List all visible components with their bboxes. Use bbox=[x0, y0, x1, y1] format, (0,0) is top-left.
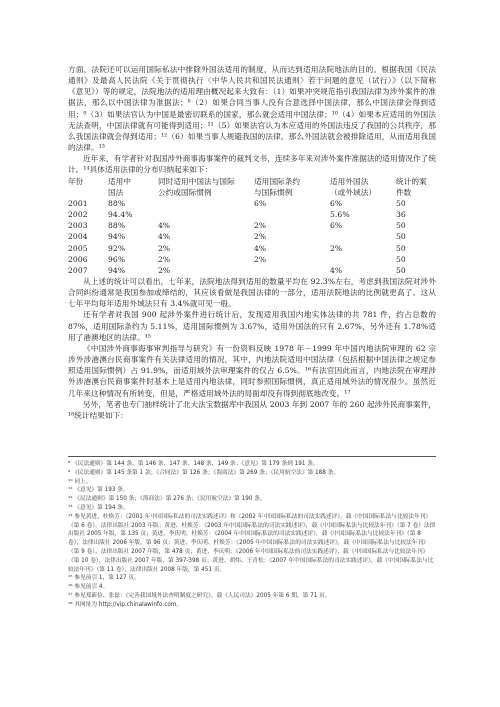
cell: 36 bbox=[396, 210, 406, 220]
cell: 94.4% bbox=[108, 210, 133, 220]
paragraph-4: 还有学者对我国 900 起涉外案件进行统计后，发现适用我国内地实体法律的共 781 件，约占总数的 87%，适用国际条约为 5.11%，适用国际惯例为 3.67%，适用外国法的只有 2.67%，另外还有 1.78%适用了港澳地区的法律。¹⁵ bbox=[68, 310, 436, 342]
table-row bbox=[68, 254, 436, 265]
footnote-18: ¹⁸ 其网址为 http://vip.chinalawinfo.com。 bbox=[68, 601, 183, 608]
cell: 2% bbox=[158, 265, 171, 275]
footnote-10: ¹⁰ 同上。 bbox=[68, 478, 92, 485]
cell: 2004 bbox=[68, 232, 88, 242]
footnote-12: ¹² 《民法通则》第 150 条；《海商法》第 276 条；《民用航空法》第 190 条。 bbox=[68, 496, 266, 503]
paragraph-6: 另外，笔者也专门抽样统计了北大法宝数据库中我国从 2003 年到 2007 年的 260 起涉外民商事案件，¹⁸统计结果如下： bbox=[68, 399, 436, 420]
cell: 2005 bbox=[68, 243, 88, 253]
footnote-8: ⁸ 《民法通则》第 144 条、第 146 条、147 条、148 条、149 条；《意见》第 179 条到 191 条。 bbox=[68, 461, 319, 467]
table-row bbox=[68, 220, 436, 231]
cell: 4% bbox=[158, 232, 171, 242]
cell: 4% bbox=[254, 243, 267, 253]
cell bbox=[330, 254, 396, 265]
cell: 2001 bbox=[68, 198, 88, 208]
footnote-13: ¹³ 《意见》第 194 条。 bbox=[68, 504, 129, 511]
cell: 88% bbox=[108, 198, 126, 208]
cell: 94% bbox=[108, 265, 126, 275]
statistics-table bbox=[68, 176, 436, 276]
table-header bbox=[68, 176, 436, 198]
cell: 88% bbox=[108, 221, 126, 231]
cell: 2006 bbox=[68, 254, 88, 264]
header-case-count: 统计的案 件数 bbox=[396, 176, 427, 197]
cell: 2% bbox=[254, 254, 267, 264]
cell bbox=[158, 198, 254, 209]
footnote-11: ¹¹ 《意见》第 193 条。 bbox=[68, 487, 129, 494]
cell: 50 bbox=[396, 265, 406, 275]
header-both: 同时适用中国法与国际 公约或国际惯例 bbox=[158, 176, 235, 197]
footnote-17: ¹⁷ 参见郑新俭、张磊：《完善我国域外法查明制度之研究》，载《人民司法》2005 年第 6 期，第 71 页。 bbox=[68, 592, 331, 599]
cell: 50 bbox=[396, 198, 406, 208]
cell: 2% bbox=[254, 221, 267, 231]
cell: 50 bbox=[396, 232, 406, 242]
footnote-15: ¹⁵ 参见前引 1，第 127 页。 bbox=[68, 575, 140, 582]
header-foreign-law: 适用外国法 （或外域法） bbox=[330, 176, 377, 197]
paragraph-5: 《中国涉外商事海事审判指导与研究》有一份资料反映 1978 年－1999 年中国内地法院审理的 62 宗涉外涉港澳台民商事案件有关法律适用的情况，其中，内地法院适用中国法律（包括根据中国法律之规定参照适用国际惯例）占 91.9%，而适用域外法审理案件的仅占 6.5%。¹⁶有法官因此而言，内地法院在审理涉外涉港澳台民商事案件时基本上是适用内地法律，同时参照国际惯例，真正适用域外法的情况很少。虽然近几年来这种情况有所转变，但是，严格适用域外法的局面却没有得到彻底地改变。¹⁷ bbox=[68, 343, 436, 398]
cell bbox=[254, 209, 330, 220]
cell: 6% bbox=[330, 221, 343, 231]
cell: 2% bbox=[254, 232, 267, 242]
cell: 6% bbox=[254, 198, 267, 208]
footnotes bbox=[68, 456, 436, 610]
footnote-16: ¹⁶ 参见前引 4。 bbox=[68, 584, 109, 591]
paragraph-3: 从上述的统计可以看出，七年来，法院地法得到适用的数量平均在 92.3%左右，考虑到我国法院对涉外合同纠纷通常是我国参加或缔结的，其应该看做是我国法律的一部分，适用法院地法的比例就更高了。这从七年平均每年适用外域法只有 3.4%就可见一般。 bbox=[68, 276, 436, 309]
cell: 50 bbox=[396, 221, 406, 231]
header-chinese-law: 适用中 国法 bbox=[108, 176, 132, 197]
table-row bbox=[68, 231, 436, 242]
cell: 2% bbox=[158, 254, 171, 264]
cell bbox=[254, 265, 330, 276]
document-body bbox=[68, 64, 436, 421]
cell: 6% bbox=[330, 198, 343, 208]
cell: 50 bbox=[396, 254, 406, 264]
cell: 2% bbox=[158, 243, 171, 253]
cell: 4% bbox=[330, 265, 343, 275]
cell: 94% bbox=[108, 232, 126, 242]
cell: 2002 bbox=[68, 210, 88, 220]
cell: 5.6% bbox=[330, 210, 350, 220]
cell bbox=[330, 231, 396, 242]
cell bbox=[158, 209, 254, 220]
table-row bbox=[68, 209, 436, 220]
paragraph-2: 近年来，有学者针对我国涉外商事海事案件的裁判文书，连续多年来对涉外案件准据法的适用情况作了统计。¹⁴具体适用法律的分布归纳起来如下： bbox=[68, 154, 436, 175]
cell: 2007 bbox=[68, 265, 88, 275]
footnote-9: ⁹ 《民法通则》第 145 条第 1 款；《合同法》第 126 条；《海商法》第 269 条；《民用航空法》第 188 条。 bbox=[68, 469, 340, 476]
cell: 4% bbox=[158, 221, 171, 231]
cell: 50 bbox=[396, 243, 406, 253]
footnote-14: ¹⁴ 参见黄进、杜焕芳：《2001 年中国国际私法的司法实践述评》和《2002 年中国国际私法的司法实践述评》，载《中国国际私法与比较法年刊》（第 6 卷），法律出版社 2003 年版；黄进、杜焕芳：《2003 年中国国际私法的司法实践述评》，载《中国国际私法与比较法年刊》（第 7 卷）法律出版社 2005 年版，第 135 页；黄进、李庆明、杜焕芳：《2004 年中国国际私法的司法实践述评》，载《中国国际私法与比较法年刊》（第 8 卷），法律出版社 2006 年版，第 96 页；黄进、李庆明、杜焕芳：《2005 年中国国际私法的司法实践述评》，载《中国国际私法与比较法年刊》（第 9 卷），法律出版社 2007 年版，第 478 页；黄进、李庆明：《2006 年中国国际私法的司法实践述评》，载《中国国际私法与比较法年刊》（第 10 卷），法律出版社 2007 年版，第 397-398 页；黄进、胡炜、王青松：《2007 年中国国际私法的司法实践述评》，载《中国国际私法与比较法年刊》（第 11 卷），法律出版社 2008 年版，第 451 页。 bbox=[68, 513, 436, 573]
table-row bbox=[68, 243, 436, 254]
cell: 92% bbox=[108, 243, 126, 253]
table-row bbox=[68, 265, 436, 276]
cell: 2% bbox=[330, 243, 343, 253]
paragraph-1: 方面，法院还可以运用国际私法中排除外国法适用的制度，从而达到适用法院地法的目的。根据我国《民法通则》及最高人民法院《关于贯彻执行〈中华人民共和国民法通则〉若干问题的意见（试行）》（以下简称《意见》）等的规定，法院地法的适用理由概况起来大致有：（1）如果冲突规范指引我国法律为涉外案件的准据法，那么以中国法律为准据法；⁸（2）如果合同当事人没有合意选择中国法律，那么中国法律会得到适用；⁹（3）如果法官认为中国是最密切联系的国家，那么就会适用中国法律；¹⁰（4）如果本应适用的外国法无法查明，中国法律就有可能得到适用；¹¹（5）如果法官认为本应适用的外国法违反了我国的公共秩序，那么我国法律就会得到适用；¹²（6）如果当事人规避我国的法律，那么外国法就会被排除适用，从而适用我国的法律。¹³ bbox=[68, 65, 436, 153]
header-year: 年份 bbox=[68, 176, 84, 186]
header-treaty: 适用国际条约 与国际惯例 bbox=[254, 176, 301, 197]
cell: 2003 bbox=[68, 221, 88, 231]
table-row bbox=[68, 198, 436, 209]
cell: 96% bbox=[108, 254, 126, 264]
